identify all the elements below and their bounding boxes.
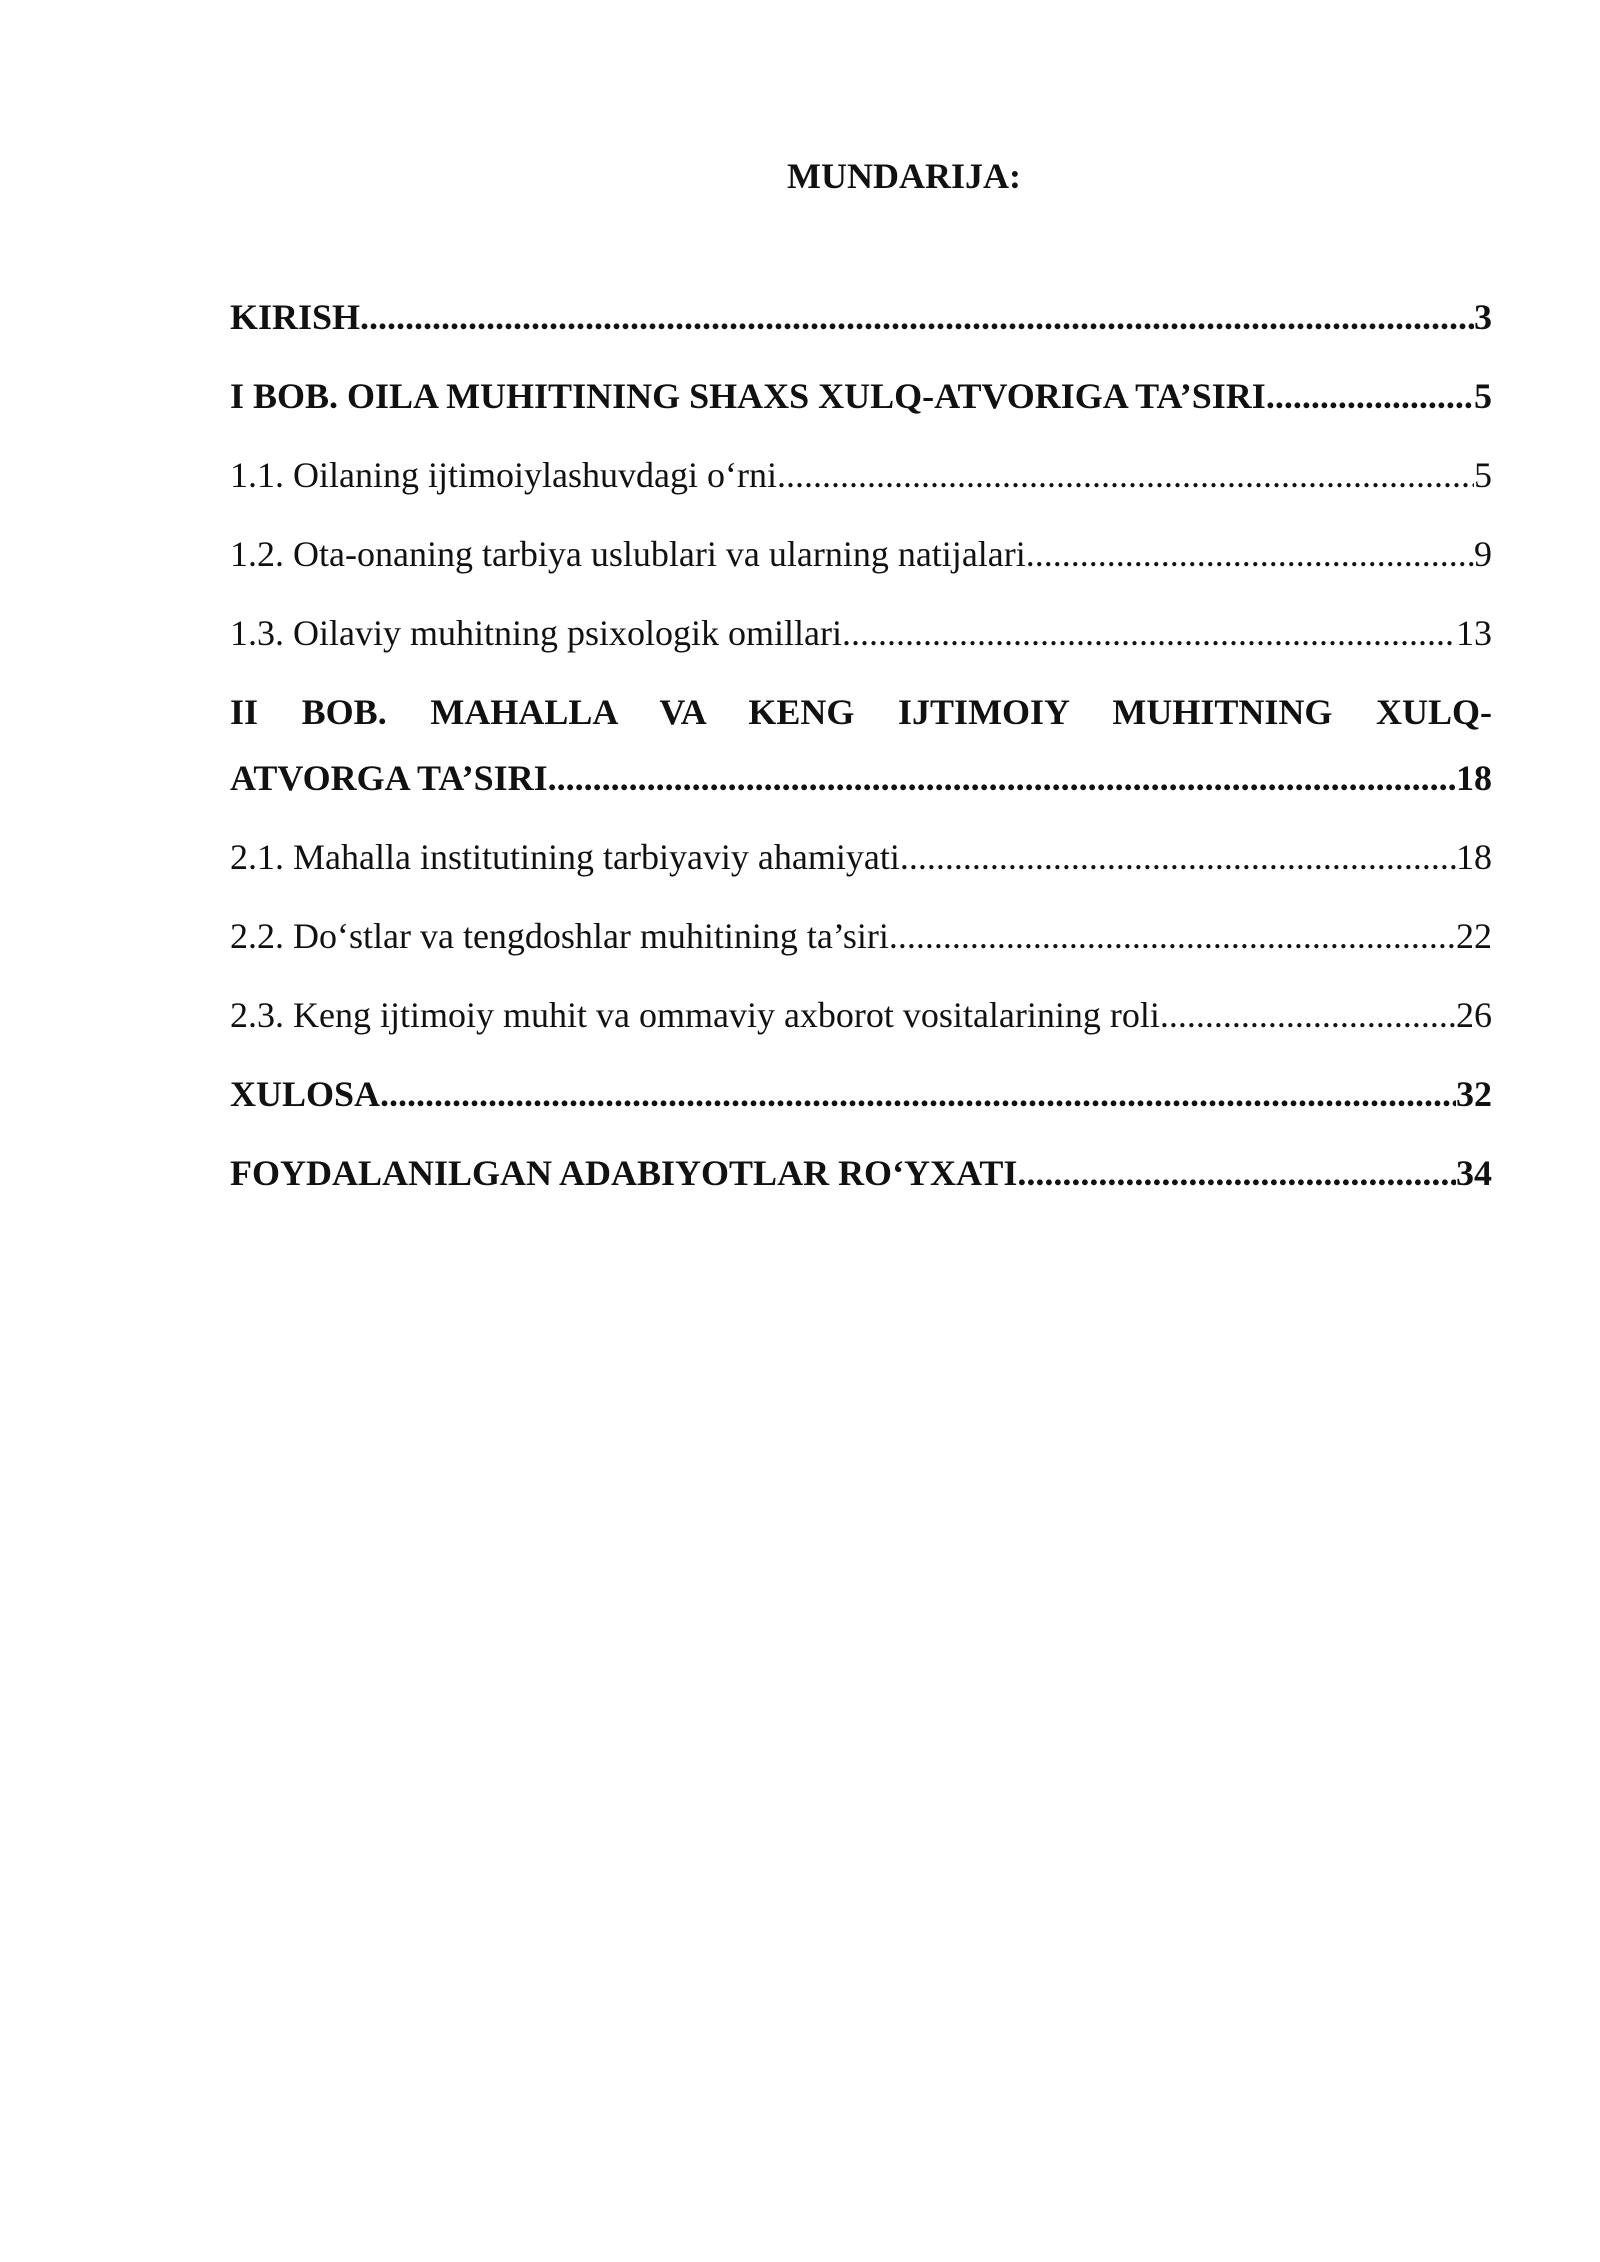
toc-word: XULQ-	[1376, 692, 1492, 732]
toc-entry-page: 32	[1456, 1074, 1492, 1114]
toc-entry-page: 22	[1456, 916, 1492, 956]
toc-entry-2-2	[230, 897, 1492, 976]
table-of-contents	[230, 278, 1492, 1213]
toc-entry-1-1	[230, 436, 1492, 515]
toc-word: IJTIMOIY	[898, 692, 1069, 732]
toc-word: KENG	[748, 692, 855, 732]
dot-leader	[1160, 976, 1456, 1055]
toc-entry-page: 26	[1456, 995, 1492, 1035]
toc-word: II	[230, 692, 259, 732]
dot-leader	[842, 594, 1456, 673]
toc-entry-page: 13	[1456, 613, 1492, 653]
dot-leader	[1026, 515, 1474, 594]
dot-leader	[889, 897, 1456, 976]
toc-entry-kirish	[230, 278, 1492, 357]
toc-entry-label: 2.2. Do‘stlar va tengdoshlar muhitining ta’siri	[230, 916, 889, 956]
toc-word: MUHITNING	[1112, 692, 1333, 732]
toc-entry-1-2	[230, 515, 1492, 594]
toc-entry-bob-2	[230, 673, 1492, 818]
toc-entry-label: KIRISH	[230, 297, 361, 337]
toc-entry-page: 5	[1474, 376, 1492, 416]
toc-entry-page: 18	[1456, 837, 1492, 877]
toc-entry-label: 1.2. Ota-onaning tarbiya uslublari va ularning natijalari	[230, 534, 1026, 574]
toc-entry-page: 5	[1474, 455, 1492, 495]
toc-entry-label: FOYDALANILGAN ADABIYOTLAR RO‘YXATI	[230, 1153, 1018, 1193]
dot-leader	[777, 436, 1474, 515]
toc-entry-label-line1	[230, 679, 1492, 745]
toc-entry-1-3	[230, 594, 1492, 673]
toc-entry-label: 1.3. Oilaviy muhitning psixologik omillari	[230, 613, 842, 653]
toc-word: MAHALLA	[430, 692, 617, 732]
toc-entry-2-3	[230, 976, 1492, 1055]
dot-leader	[360, 278, 1474, 357]
toc-entry-page: 34	[1456, 1153, 1492, 1193]
toc-word: VA	[659, 692, 705, 732]
toc-word: BOB.	[301, 692, 387, 732]
toc-entry-page: 18	[1456, 758, 1492, 798]
dot-leader	[548, 745, 1456, 811]
toc-entry-xulosa	[230, 1055, 1492, 1134]
toc-entry-label: 2.1. Mahalla institutining tarbiyaviy ahamiyati	[230, 837, 900, 877]
toc-entry-label-line2	[230, 745, 1492, 811]
toc-entry-page: 3	[1474, 297, 1492, 337]
toc-entry-page: 9	[1474, 534, 1492, 574]
dot-leader	[900, 818, 1456, 897]
dot-leader	[380, 1055, 1456, 1134]
toc-entry-2-1	[230, 818, 1492, 897]
toc-title: MUNDARIJA:	[787, 156, 1021, 196]
toc-entry-label: ATVORGA TA’SIRI	[230, 758, 548, 798]
toc-entry-label: 1.1. Oilaning ijtimoiylashuvdagi o‘rni	[230, 455, 777, 495]
toc-entry-bob-1	[230, 357, 1492, 436]
dot-leader	[1017, 1134, 1456, 1213]
toc-entry-label: 2.3. Keng ijtimoiy muhit va ommaviy axborot vositalarining roli	[230, 995, 1160, 1035]
dot-leader	[1266, 357, 1474, 436]
toc-entry-label: I BOB. OILA MUHITINING SHAXS XULQ-ATVORIGA TA’SIRI	[230, 376, 1266, 416]
toc-entry-adabiyotlar	[230, 1134, 1492, 1213]
toc-entry-label: XULOSA	[230, 1074, 381, 1114]
